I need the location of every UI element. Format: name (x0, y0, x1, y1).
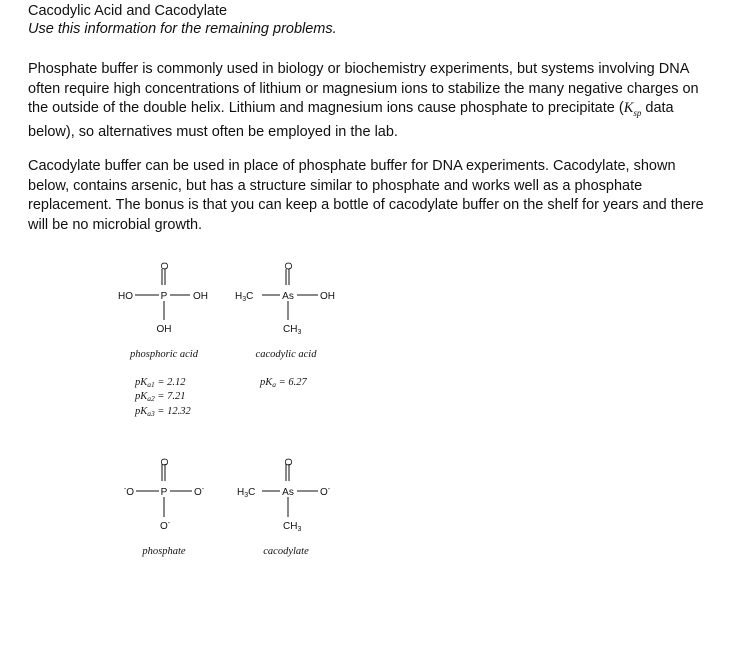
paragraph-cacodylate-buffer: Cacodylate buffer can be used in place of phosphate buffer for DNA experiments. Cacodylate, shown below, contains arsenic, but has a structure similar to phosphate and works well as a phosphate replacement. The bonus is that you can keep a bottle of cacodylate buffer on the shelf for years and there will be no microbial growth. (28, 158, 704, 233)
ca-left-group: $H_3C$ (235, 291, 254, 303)
cacodylic-acid-caption: cacodylic acid (255, 349, 317, 360)
p1-text-end: data below), so alternatives must often be employed in the lab. (28, 100, 674, 141)
pa-bottom-atom: OH (156, 324, 172, 335)
ph-left-atom: -O (123, 486, 134, 498)
pa-left-atom: HO (118, 291, 133, 302)
ph-right-atom: O- (194, 486, 205, 498)
pka-cacodylic-label: pKa = 6.27 (260, 377, 307, 389)
ph-center-atom: P (160, 487, 168, 498)
ph-top-atom: O (160, 458, 171, 466)
cacodylate-caption: cacodylate (263, 546, 309, 557)
pa-right-atom: OH (193, 291, 208, 302)
section-subtitle: Use this information for the remaining problems. (28, 21, 337, 37)
ca-center-atom: As (282, 291, 294, 302)
ca-top-atom: O (284, 262, 295, 270)
pa-top-atom: O (160, 262, 171, 270)
cd-left-group: $H_3C$ (237, 487, 256, 499)
phosphoric-acid-caption: phosphoric acid (130, 349, 198, 360)
pka1-label: pKa1 = 2.12 (135, 377, 186, 389)
cd-bottom-group: $CH_3$ (283, 521, 302, 533)
ca-right-atom: OH (320, 291, 335, 302)
pka2-label: pKa2 = 7.21 (135, 391, 186, 403)
ph-bottom-atom: O- (160, 520, 171, 532)
p1-text-start: Phosphate buffer is commonly used in biology or biochemistry experiments, but systems involving DNA often require high concentrations of lithium or magnesium ions to stabilize the many negative charges on the outside of the double helix. Lithium and magnesium ions cause phosphate to precipitate ( (28, 61, 699, 116)
cd-top-atom: O (284, 458, 295, 466)
phosphate-caption: phosphate (142, 546, 186, 557)
section-title: Cacodylic Acid and Cacodylate (28, 3, 228, 19)
ksp-symbol: $K_{sp}$ (623, 100, 642, 118)
pa-center-atom: P (160, 291, 168, 302)
pka3-label: pKa3 = 12.32 (135, 406, 191, 418)
ca-bottom-group: $CH_3$ (283, 324, 302, 336)
cd-center-atom: As (282, 487, 294, 498)
cd-right-atom: O- (320, 486, 331, 498)
